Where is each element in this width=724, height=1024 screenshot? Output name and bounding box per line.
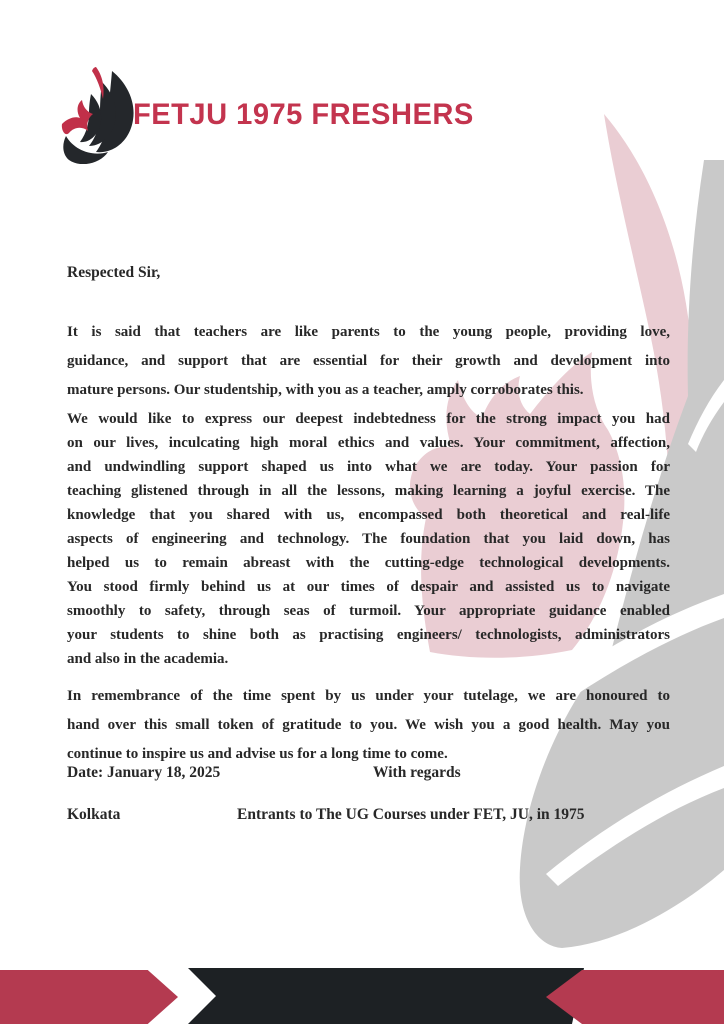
paragraph-line: In remembrance of the time spent by us under your tutelage, we are honoured to (67, 688, 670, 704)
paragraph-line: helped us to remain abreast with the cutting-edge technological developments. (67, 555, 670, 571)
footer-black-band (160, 968, 584, 1024)
paragraph-line: hand over this small token of gratitude to you. We wish you a good health. May you (67, 717, 670, 733)
paragraph-line: and undwindling support shaped us into what we are today. Your passion for (67, 459, 670, 475)
paragraph-line: mature persons. Our studentship, with you as a teacher, amply corroborates this. (67, 382, 584, 398)
paragraph-line: teaching glistened through in all the lessons, making learning a joyful exercise. The (67, 483, 670, 499)
paragraph-line: and also in the academia. (67, 651, 229, 667)
paragraph-2 (67, 407, 670, 671)
org-title: FETJU 1975 FRESHERS (133, 98, 474, 131)
salutation: Respected Sir, (67, 264, 161, 281)
paragraph-line: aspects of engineering and technology. The foundation that you laid down, has (67, 531, 670, 547)
paragraph-line: We would like to express our deepest indebtedness for the strong impact you had (67, 411, 670, 427)
paragraph-line: your students to shine both as practising engineers/ technologists, administrators (67, 627, 670, 643)
paragraph-line: knowledge that you shared with us, encompassed both theoretical and real-life (67, 507, 670, 523)
paragraph-line: You stood firmly behind us at our times of despair and assisted us to navigate (67, 579, 670, 595)
paragraph-line: smoothly to safety, through seas of turmoil. Your appropriate guidance enabled (67, 603, 670, 619)
paragraph-1 (67, 318, 670, 405)
closing-place: Kolkata (67, 806, 121, 823)
phoenix-logo-icon (60, 66, 136, 164)
closing-regards: With regards (373, 764, 461, 781)
paragraph-line: on our lives, inculcating high moral ethics and values. Your commitment, affection, (67, 435, 670, 451)
closing-date: Date: January 18, 2025 (67, 764, 221, 781)
footer-red-arrow-left (0, 970, 178, 1024)
paragraph-line: It is said that teachers are like parents to the young people, providing love, (67, 324, 670, 340)
paragraph-line: guidance, and support that are essential for their growth and development into (67, 353, 670, 369)
paragraph-line: continue to inspire us and advise us for a long time to come. (67, 746, 448, 762)
paragraph-3 (67, 682, 670, 769)
closing-signature: Entrants to The UG Courses under FET, JU, in 1975 (237, 806, 585, 823)
footer-red-arrow-right (546, 970, 724, 1024)
